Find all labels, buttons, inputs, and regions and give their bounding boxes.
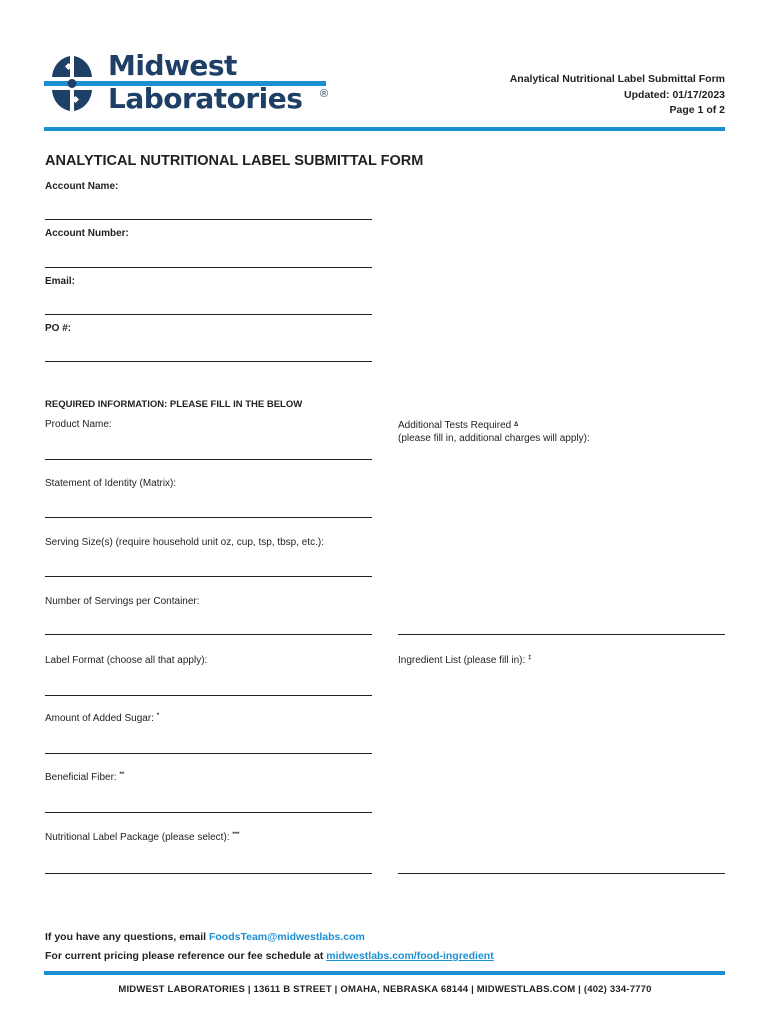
ingredient-list-mark: ‡ [528, 655, 532, 661]
footer-pricing-link[interactable]: midwestlabs.com/food-ingredient [326, 950, 494, 962]
po-field[interactable] [45, 361, 372, 362]
servings-per-container-field[interactable] [45, 634, 372, 635]
company-logo [44, 50, 334, 116]
product-name-field[interactable] [45, 459, 372, 460]
added-sugar-field[interactable] [45, 753, 372, 754]
ingredient-list-label [398, 655, 531, 666]
beneficial-fiber-mark: ** [119, 772, 125, 778]
additional-tests-field[interactable] [398, 634, 725, 635]
added-sugar-label [45, 713, 159, 724]
required-info-heading: REQUIRED INFORMATION: PLEASE FILL IN THE BELOW [45, 399, 303, 410]
footer-pricing [45, 950, 494, 962]
additional-tests-note: (please fill in, additional charges will apply): [398, 433, 590, 444]
footer-questions [45, 931, 365, 943]
statement-identity-label: Statement of Identity (Matrix): [45, 478, 177, 489]
additional-tests-mark: Δ [514, 422, 519, 428]
beneficial-fiber-label [45, 772, 124, 783]
label-package-mark: *** [232, 832, 240, 838]
header-page-number: Page 1 of 2 [669, 104, 725, 116]
product-name-label: Product Name: [45, 419, 112, 430]
label-package-label [45, 832, 239, 843]
footer-address: MIDWEST LABORATORIES | 13611 B STREET | OMAHA, NEBRASKA 68144 | MIDWESTLABS.COM | (402) 334-7770 [118, 984, 652, 995]
additional-tests-text: Additional Tests Required [398, 420, 512, 431]
logo-text-midwest: Midwest [108, 49, 237, 82]
label-package-text: Nutritional Label Package (please select): [45, 832, 230, 843]
added-sugar-text: Amount of Added Sugar: [45, 713, 154, 724]
ingredient-list-field[interactable] [398, 873, 725, 874]
account-name-label: Account Name: [45, 181, 119, 192]
footer-questions-text: If you have any questions, email [45, 931, 209, 943]
logo-mark-icon [44, 50, 100, 116]
serving-size-label: Serving Size(s) (require household unit oz, cup, tsp, tbsp, etc.): [45, 537, 325, 548]
statement-identity-field[interactable] [45, 517, 372, 518]
header-meta [510, 72, 725, 119]
added-sugar-mark: * [156, 713, 160, 719]
additional-tests-label [398, 419, 590, 445]
header-updated-date: Updated: 01/17/2023 [624, 88, 725, 101]
header-form-title: Analytical Nutritional Label Submittal Form [509, 73, 725, 85]
servings-per-container-label: Number of Servings per Container: [45, 596, 200, 607]
label-format-field[interactable] [45, 695, 372, 696]
logo-text-laboratories: Laboratories [108, 82, 303, 115]
ingredient-list-text: Ingredient List (please fill in): [398, 655, 526, 666]
email-field[interactable] [45, 314, 372, 315]
footer-email-link[interactable]: FoodsTeam@midwestlabs.com [208, 931, 365, 943]
label-package-field[interactable] [45, 873, 372, 874]
beneficial-fiber-field[interactable] [45, 812, 372, 813]
email-label: Email: [45, 276, 76, 287]
account-name-field[interactable] [45, 219, 372, 220]
registered-mark: ® [320, 88, 329, 100]
account-number-label: Account Number: [45, 228, 129, 239]
header-divider [44, 127, 725, 131]
beneficial-fiber-text: Beneficial Fiber: [45, 772, 117, 783]
page-title: ANALYTICAL NUTRITIONAL LABEL SUBMITTAL FORM [45, 153, 424, 169]
label-format-label: Label Format (choose all that apply): [45, 655, 208, 666]
serving-size-field[interactable] [45, 576, 372, 577]
footer-divider [44, 971, 725, 975]
po-label: PO #: [45, 323, 72, 334]
footer-pricing-text: For current pricing please reference our fee schedule at [45, 950, 327, 962]
account-number-field[interactable] [45, 267, 372, 268]
